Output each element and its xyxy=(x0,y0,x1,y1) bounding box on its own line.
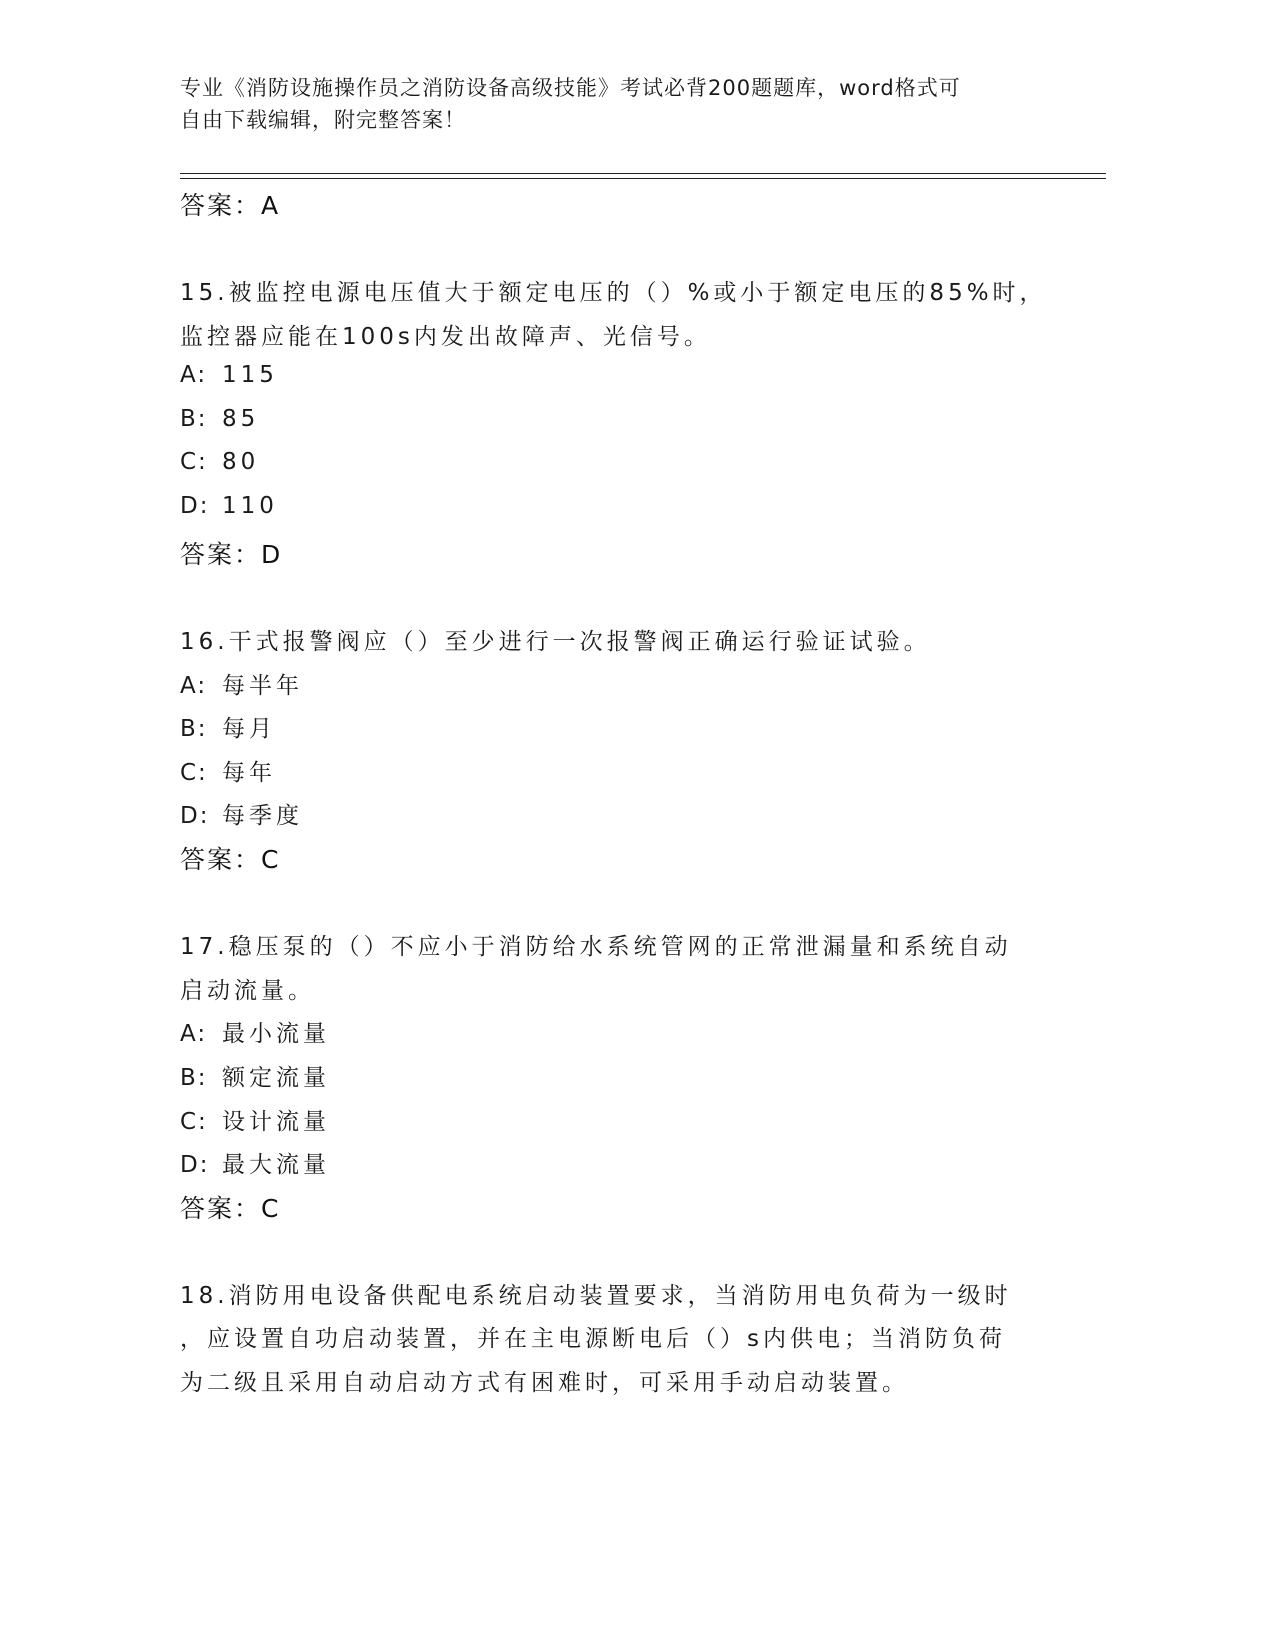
option-key: A: xyxy=(180,1021,208,1047)
option-text: 115 xyxy=(222,362,278,388)
question-15-option-d xyxy=(180,493,278,519)
question-16-option-c xyxy=(180,754,276,787)
option-text: 每季度 xyxy=(222,803,303,829)
option-text: 每年 xyxy=(222,760,276,786)
option-key: A: xyxy=(180,362,208,388)
question-18-stem-line-2: ，应设置自功启动装置，并在主电源断电后（）s内供电；当消防负荷 xyxy=(180,1326,1006,1352)
question-16-option-b xyxy=(180,710,276,743)
header-divider xyxy=(180,173,1106,179)
question-16-stem-line-1: 16.干式报警阀应（）至少进行一次报警阀正确运行验证试验。 xyxy=(180,629,931,655)
question-17-option-a xyxy=(180,1015,330,1048)
option-key: A: xyxy=(180,673,208,699)
question-17-option-b xyxy=(180,1059,330,1092)
option-key: C: xyxy=(180,1109,208,1135)
question-15-stem-line-2: 监控器应能在100s内发出故障声、光信号。 xyxy=(180,324,711,350)
prev-answer: 答案：A xyxy=(180,191,281,220)
option-text: 110 xyxy=(222,493,278,519)
option-text: 85 xyxy=(222,406,260,432)
question-16-answer: 答案：C xyxy=(180,845,281,874)
option-key: C: xyxy=(180,760,208,786)
question-17-stem-line-1: 17.稳压泵的（）不应小于消防给水系统管网的正常泄漏量和系统自动 xyxy=(180,934,1012,960)
option-key: B: xyxy=(180,406,208,432)
option-text: 每半年 xyxy=(222,673,303,699)
question-16-option-a xyxy=(180,667,303,700)
option-key: C: xyxy=(180,449,208,475)
question-15-option-c xyxy=(180,449,259,475)
option-text: 80 xyxy=(222,449,260,475)
document-header xyxy=(180,72,1080,136)
option-key: D: xyxy=(180,493,210,519)
question-17-answer: 答案：C xyxy=(180,1194,281,1223)
option-text: 最大流量 xyxy=(222,1152,330,1178)
header-line-2: 自由下载编辑，附完整答案！ xyxy=(180,108,466,132)
question-15-option-a xyxy=(180,362,278,388)
question-15-answer: 答案：D xyxy=(180,540,283,569)
option-text: 设计流量 xyxy=(222,1109,330,1135)
option-key: B: xyxy=(180,716,208,742)
question-17-stem-line-2: 启动流量。 xyxy=(180,978,315,1004)
option-text: 额定流量 xyxy=(222,1065,330,1091)
header-line-1: 专业《消防设施操作员之消防设备高级技能》考试必背200题题库，word格式可 xyxy=(180,76,961,100)
option-key: D: xyxy=(180,1152,210,1178)
question-18-stem-line-1: 18.消防用电设备供配电系统启动装置要求，当消防用电负荷为一级时 xyxy=(180,1283,1012,1309)
question-17-option-c xyxy=(180,1103,330,1136)
option-text: 最小流量 xyxy=(222,1021,330,1047)
question-15-option-b xyxy=(180,406,259,432)
option-key: B: xyxy=(180,1065,208,1091)
question-18-stem-line-3: 为二级且采用自动启动方式有困难时，可采用手动启动装置。 xyxy=(180,1370,909,1396)
question-15-stem-line-1: 15.被监控电源电压值大于额定电压的（）%或小于额定电压的85%时， xyxy=(180,280,1047,306)
option-text: 每月 xyxy=(222,716,276,742)
question-16-option-d xyxy=(180,797,303,830)
question-17-option-d xyxy=(180,1146,330,1179)
option-key: D: xyxy=(180,803,210,829)
